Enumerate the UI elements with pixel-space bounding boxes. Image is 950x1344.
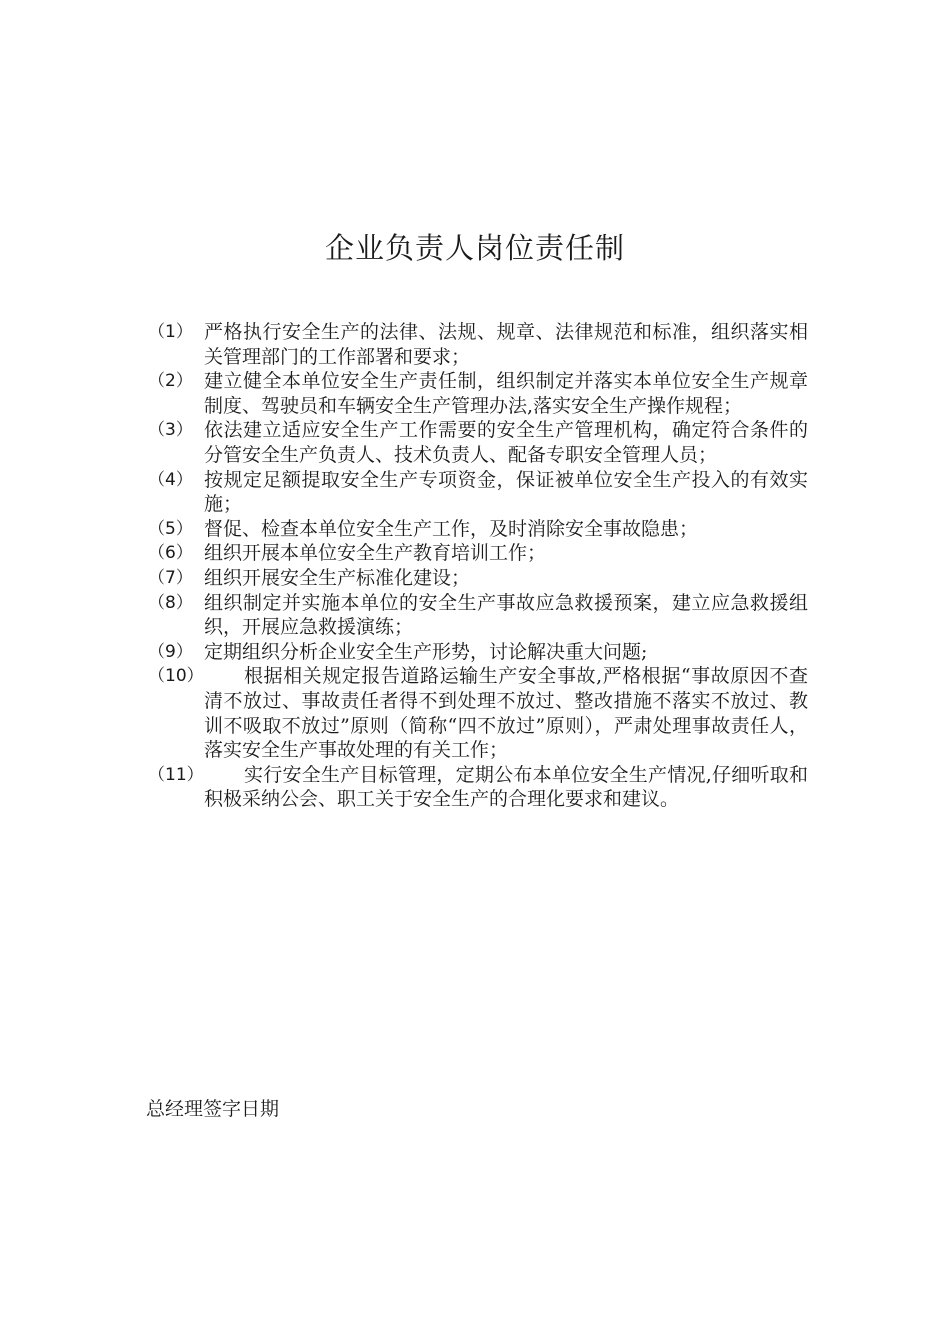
- list-item: [148, 640, 808, 665]
- item-text: 督促、检查本单位安全生产工作，及时消除安全事故隐患；: [204, 517, 699, 540]
- document-title: 企业负责人岗位责任制: [324, 231, 625, 265]
- list-item: [148, 418, 808, 467]
- list-item: [148, 468, 808, 517]
- item-text: 根据相关规定报告道路运输生产安全事故,严格根据“事故原因不查清不放过、事故责任者得不到处理不放过、整改措施不落实不放过、教训不吸取不放过”原则（简称“四不放过”原则），严肃处理事故责任人，落实安全生产事故处理的有关工作；: [204, 665, 808, 762]
- signature-line: 总经理签字日期: [146, 1098, 280, 1120]
- item-number: （3）: [148, 420, 193, 441]
- item-text: 实行安全生产目标管理，定期公布本单位安全生产情况,仔细听取和积极采纳公会、职工关于安全生产的合理化要求和建议。: [204, 763, 808, 811]
- item-number: （9）: [148, 641, 193, 662]
- item-text: 依法建立适应安全生产工作需要的安全生产管理机构，确定符合条件的分管安全生产负责人、技术负责人、配备专职安全管理人员；: [204, 419, 808, 466]
- item-number: （4）: [148, 469, 193, 490]
- item-number: （2）: [148, 371, 193, 392]
- item-text: 组织制定并实施本单位的安全生产事故应急救援预案，建立应急救援组织，开展应急救援演练；: [204, 591, 808, 639]
- item-text: 定期组织分析企业安全生产形势，讨论解决重大问题;: [204, 640, 648, 663]
- item-text: 组织开展本单位安全生产教育培训工作；: [204, 542, 547, 565]
- item-number: （6）: [148, 543, 193, 564]
- item-text: 严格执行安全生产的法律、法规、规章、法律规范和标准，组织落实相关管理部门的工作部署和要求；: [204, 321, 808, 368]
- list-item: [148, 320, 808, 369]
- item-number: （8）: [148, 592, 193, 613]
- item-number: （7）: [148, 567, 193, 588]
- item-text: 建立健全本单位安全生产责任制，组织制定并落实本单位安全生产规章制度、驾驶员和车辆安全生产管理办法,落实安全生产操作规程；: [204, 370, 808, 417]
- list-item: [148, 541, 808, 566]
- item-number: （10）: [148, 666, 204, 687]
- list-item: [148, 369, 808, 418]
- responsibility-list: [148, 320, 808, 812]
- list-item: [148, 591, 808, 640]
- list-item: [148, 566, 808, 591]
- item-text: 按规定足额提取安全生产专项资金，保证被单位安全生产投入的有效实施；: [204, 468, 808, 516]
- item-number: （11）: [148, 764, 204, 785]
- list-item: [148, 763, 808, 812]
- list-item: [148, 517, 808, 542]
- item-number: （1）: [148, 322, 193, 342]
- item-number: （5）: [148, 518, 193, 539]
- list-item: [148, 664, 808, 762]
- item-text: 组织开展安全生产标准化建设；: [204, 566, 471, 589]
